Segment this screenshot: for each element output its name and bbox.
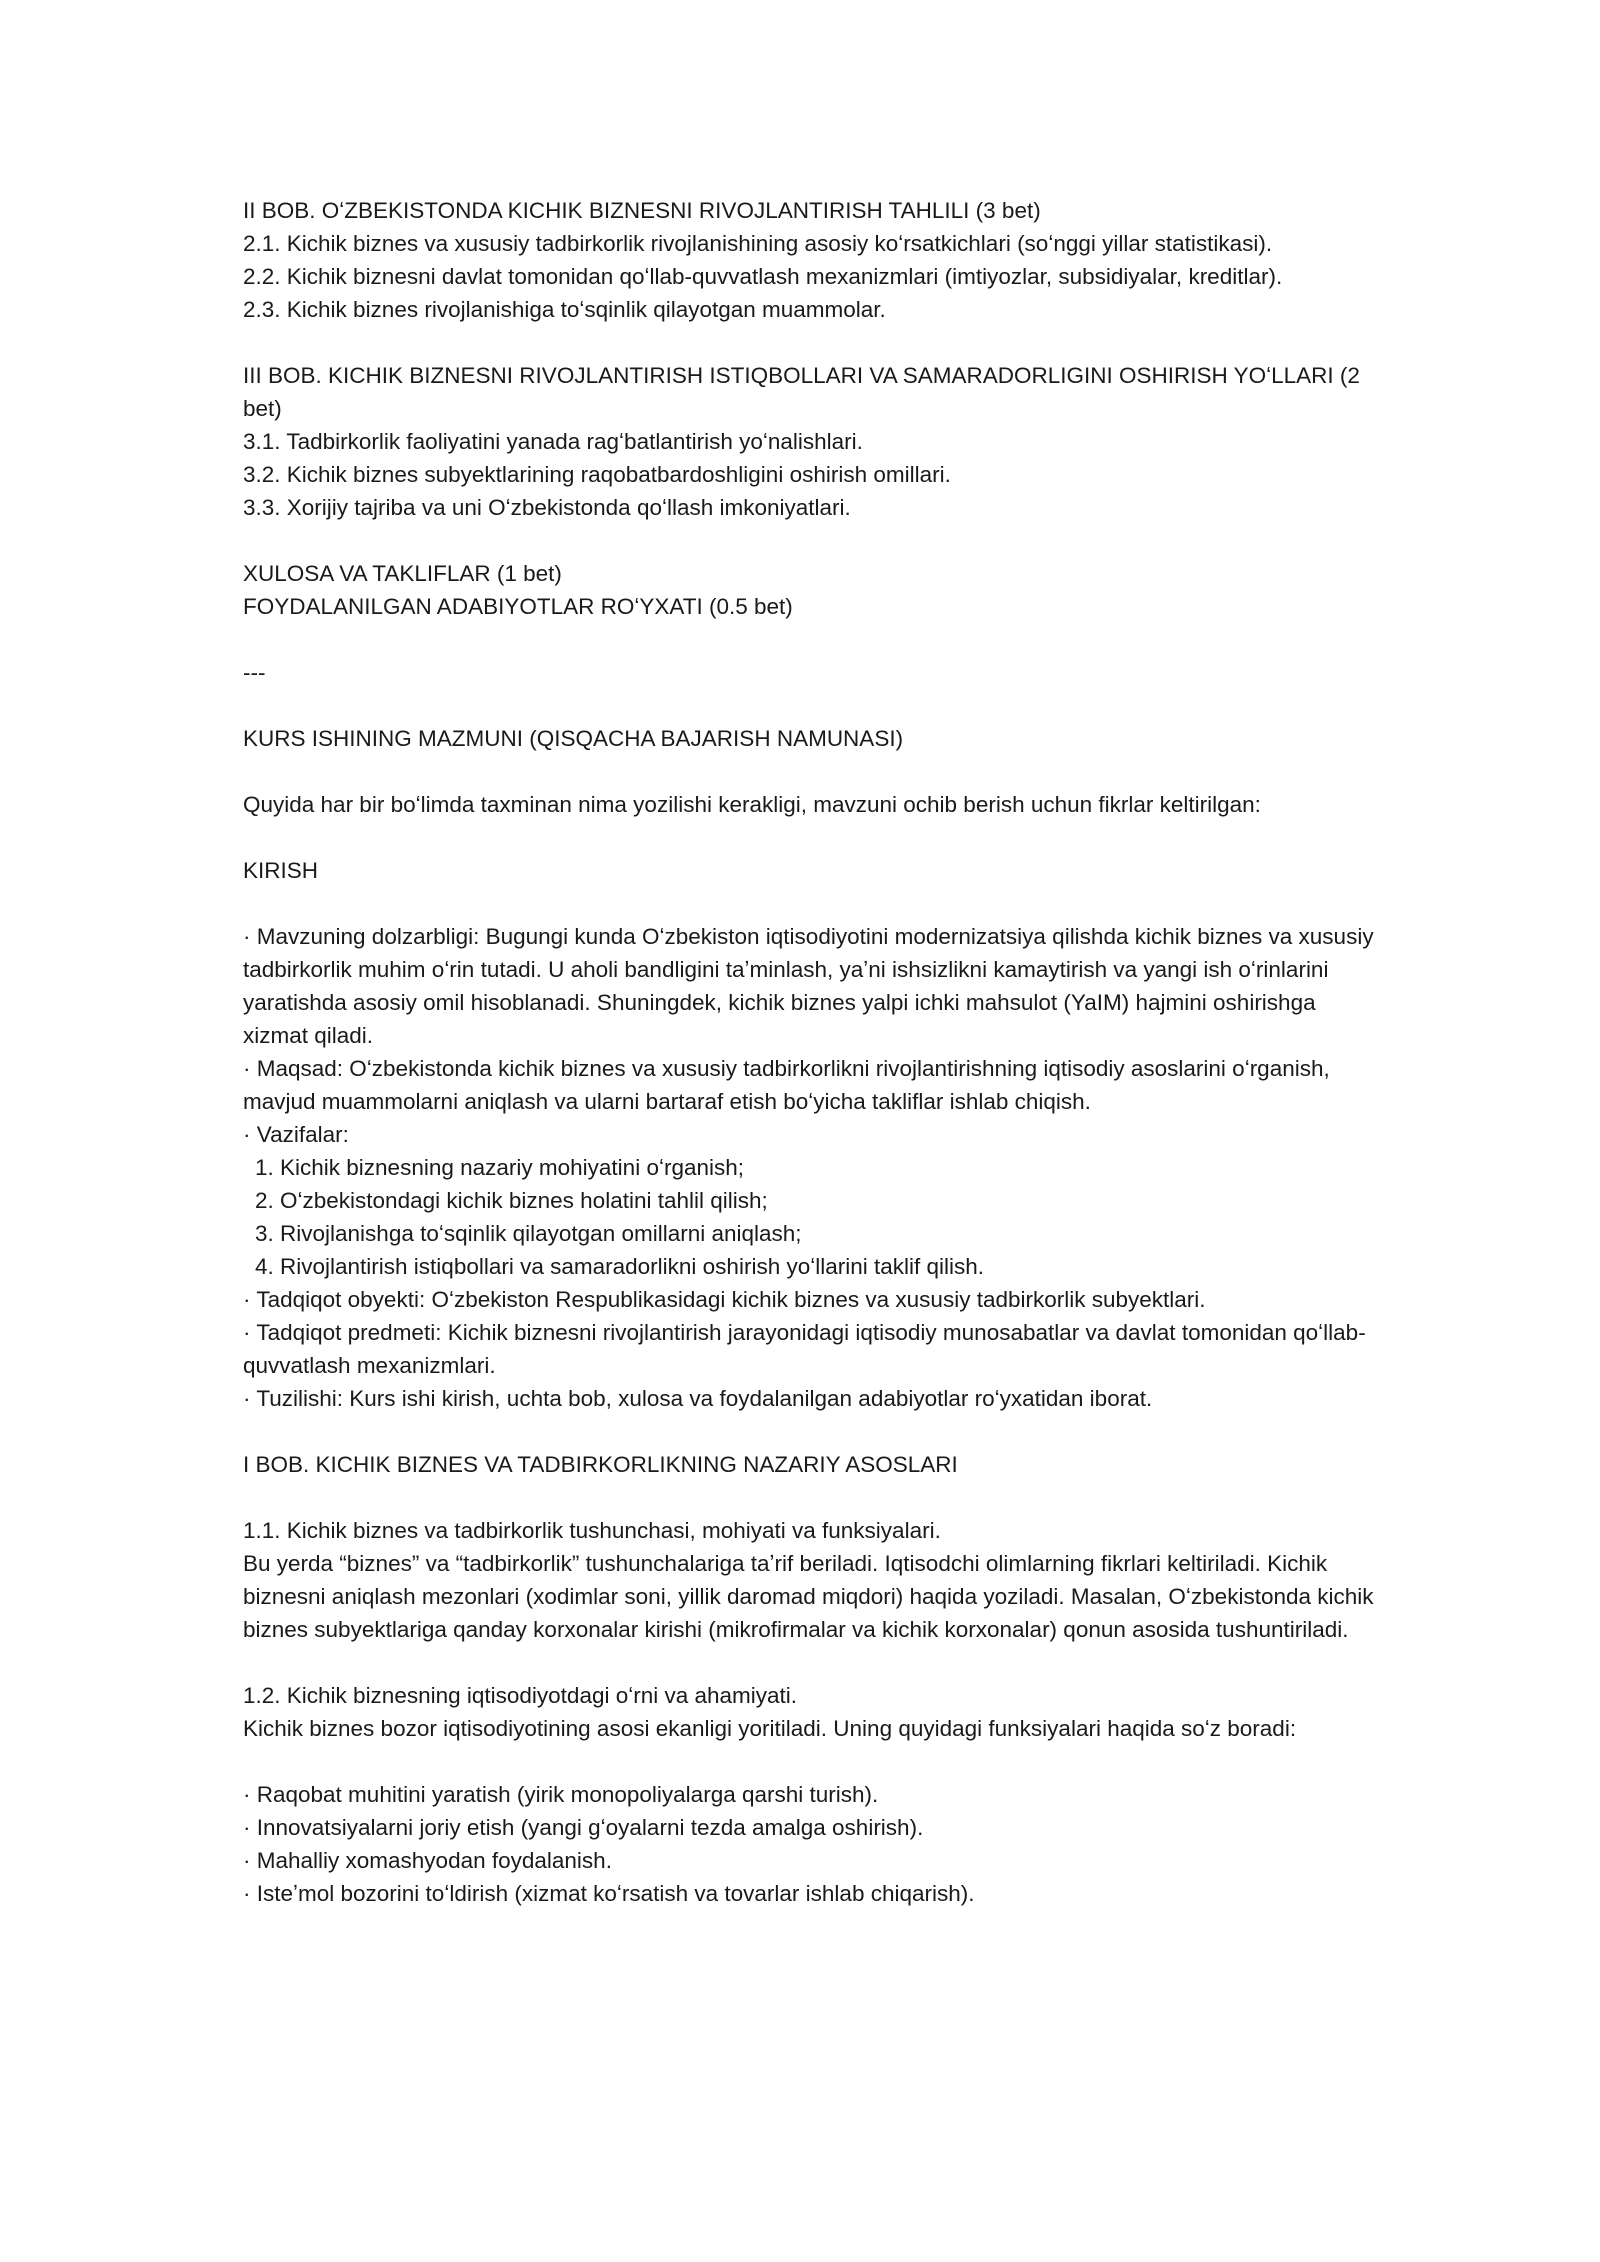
- spacer: [243, 821, 1378, 854]
- chapter2-heading: II BOB. OʻZBEKISTONDA KICHIK BIZNESNI RIVOJLANTIRISH TAHLILI (3 bet): [243, 198, 1041, 223]
- spacer: [243, 887, 1378, 920]
- kirish-structure: · Tuzilishi: Kurs ishi kirish, uchta bob, xulosa va foydalanilgan adabiyotlar roʻyxatidan iborat.: [243, 1386, 1153, 1411]
- spacer: [243, 689, 1378, 722]
- document-body: [243, 194, 1378, 1910]
- section-1-1-title: 1.1. Kichik biznes va tadbirkorlik tushunchasi, mohiyati va funksiyalari.: [243, 1518, 941, 1543]
- spacer: [243, 755, 1378, 788]
- references-heading: FOYDALANILGAN ADABIYOTLAR ROʻYXATI (0.5 bet): [243, 594, 793, 619]
- chapter3-item-3: 3.3. Xorijiy tajriba va uni Oʻzbekistonda qoʻllash imkoniyatlari.: [243, 495, 851, 520]
- spacer: [243, 1481, 1378, 1514]
- content-title: KURS ISHINING MAZMUNI (QISQACHA BAJARISH NAMUNASI): [243, 726, 904, 751]
- spacer: [243, 326, 1378, 359]
- section-1-2-body: Kichik biznes bozor iqtisodiyotining asosi ekanligi yoritiladi. Uning quyidagi funksiyalari haqida soʻz boradi:: [243, 1716, 1297, 1741]
- kirish-relevance: · Mavzuning dolzarbligi: Bugungi kunda Oʻzbekiston iqtisodiyotini modernizatsiya qilishda kichik biznes va xususiy tadbirkorlik muhim oʻrin tutadi. U aholi bandligini taʼminlash, yaʼni ishsizlikni kamaytirish va yangi ish oʻrinlarini yaratishda asosiy omil hisoblanadi. Shuningdek, kichik biznes yalpi ichki mahsulot (YaIM) hajmini oshirishga xizmat qiladi.: [243, 924, 1374, 1048]
- chapter2-item-3: 2.3. Kichik biznes rivojlanishiga toʻsqinlik qilayotgan muammolar.: [243, 297, 886, 322]
- conclusion-heading: XULOSA VA TAKLIFLAR (1 bet): [243, 561, 562, 586]
- spacer: [243, 1646, 1378, 1679]
- spacer: [243, 623, 1378, 656]
- chapter2-item-2: 2.2. Kichik biznesni davlat tomonidan qoʻllab-quvvatlash mexanizmlari (imtiyozlar, subsidiyalar, kreditlar).: [243, 264, 1283, 289]
- section-1-2-title: 1.2. Kichik biznesning iqtisodiyotdagi oʻrni va ahamiyati.: [243, 1683, 798, 1708]
- kirish-task-3: 3. Rivojlanishga toʻsqinlik qilayotgan omillarni aniqlash;: [255, 1221, 802, 1246]
- chapter3-heading: III BOB. KICHIK BIZNESNI RIVOJLANTIRISH ISTIQBOLLARI VA SAMARADORLIGINI OSHIRISH YOʻLLARI (2 bet): [243, 363, 1360, 421]
- kirish-object: · Tadqiqot obyekti: Oʻzbekiston Respublikasidagi kichik biznes va xususiy tadbirkorlik subyektlari.: [243, 1287, 1206, 1312]
- kirish-tasks-label: · Vazifalar:: [243, 1122, 349, 1147]
- chapter1-heading: I BOB. KICHIK BIZNES VA TADBIRKORLIKNING NAZARIY ASOSLARI: [243, 1452, 958, 1477]
- kirish-heading: KIRISH: [243, 858, 319, 883]
- spacer: [243, 524, 1378, 557]
- chapter3-item-2: 3.2. Kichik biznes subyektlarining raqobatbardoshligini oshirish omillari.: [243, 462, 951, 487]
- function-item-4: · Isteʼmol bozorini toʻldirish (xizmat koʻrsatish va tovarlar ishlab chiqarish).: [243, 1881, 975, 1906]
- spacer: [243, 1745, 1378, 1778]
- kirish-task-1: 1. Kichik biznesning nazariy mohiyatini oʻrganish;: [255, 1155, 745, 1180]
- section-1-1-body: Bu yerda “biznes” va “tadbirkorlik” tushunchalariga taʼrif beriladi. Iqtisodchi olimlarning fikrlari keltiriladi. Kichik biznesni aniqlash mezonlari (xodimlar soni, yillik daromad miqdori) haqida yoziladi. Masalan, Oʻzbekistonda kichik biznes subyektlariga qanday korxonalar kirishi (mikrofirmalar va kichik korxonalar) qonun asosida tushuntiriladi.: [243, 1551, 1374, 1642]
- intro-note: Quyida har bir boʻlimda taxminan nima yozilishi kerakligi, mavzuni ochib berish uchun fikrlar keltirilgan:: [243, 792, 1261, 817]
- function-item-2: · Innovatsiyalarni joriy etish (yangi gʻoyalarni tezda amalga oshirish).: [243, 1815, 924, 1840]
- function-item-3: · Mahalliy xomashyodan foydalanish.: [243, 1848, 612, 1873]
- section-separator: ---: [243, 660, 266, 685]
- kirish-subject: · Tadqiqot predmeti: Kichik biznesni rivojlantirish jarayonidagi iqtisodiy munosabatlar va davlat tomonidan qoʻllab-quvvatlash mexanizmlari.: [243, 1320, 1366, 1378]
- kirish-task-4: 4. Rivojlantirish istiqbollari va samaradorlikni oshirish yoʻllarini taklif qilish.: [255, 1254, 985, 1279]
- kirish-goal: · Maqsad: Oʻzbekistonda kichik biznes va xususiy tadbirkorlikni rivojlantirishning iqtisodiy asoslarini oʻrganish, mavjud muammolarni aniqlash va ularni bartaraf etish boʻyicha takliflar ishlab chiqish.: [243, 1056, 1330, 1114]
- chapter2-item-1: 2.1. Kichik biznes va xususiy tadbirkorlik rivojlanishining asosiy koʻrsatkichlari (soʻnggi yillar statistikasi).: [243, 231, 1273, 256]
- function-item-1: · Raqobat muhitini yaratish (yirik monopoliyalarga qarshi turish).: [243, 1782, 879, 1807]
- chapter3-item-1: 3.1. Tadbirkorlik faoliyatini yanada ragʻbatlantirish yoʻnalishlari.: [243, 429, 863, 454]
- spacer: [243, 1415, 1378, 1448]
- kirish-task-2: 2. Oʻzbekistondagi kichik biznes holatini tahlil qilish;: [255, 1188, 768, 1213]
